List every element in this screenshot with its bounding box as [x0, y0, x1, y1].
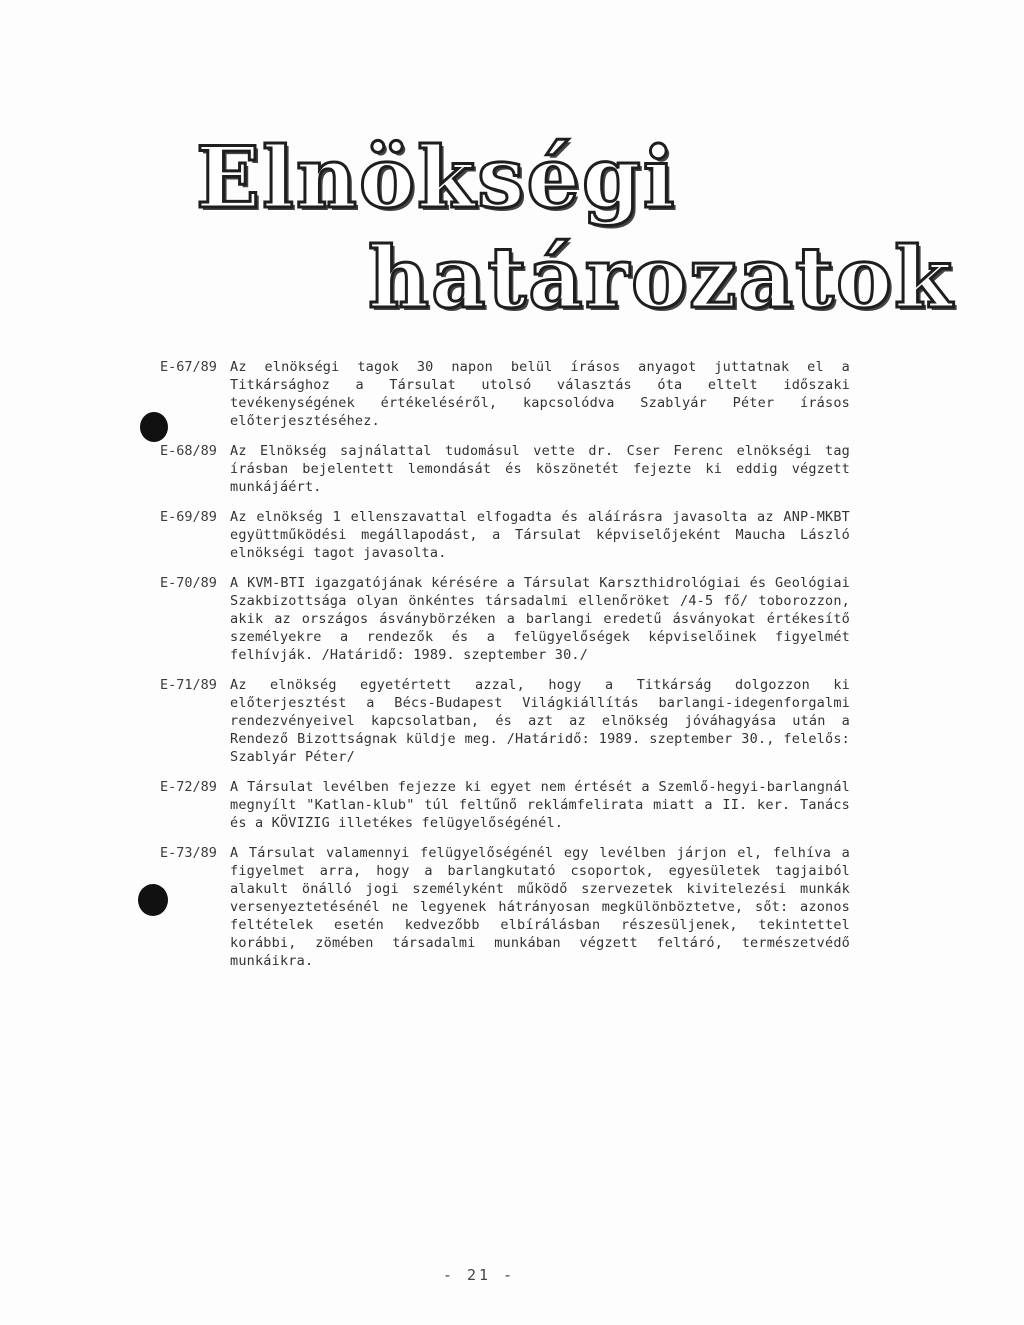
resolution-code: E-67/89: [160, 359, 217, 375]
page-number: - 21 -: [442, 1266, 516, 1284]
resolution-entry: [160, 358, 850, 430]
resolution-code: E-73/89: [160, 845, 217, 861]
resolution-entry: [160, 778, 850, 832]
resolution-text: A KVM-BTI igazgatójának kérésére a Társulat Karszthidrológiai és Geológiai Szakbizottsága olyan önkéntes társadalmi ellenőröket /4-5 fő/ toborozzon, akik az országos ásványbörzéken a barlangi eredetű ásványokat értékesítő személyekre a rendezők és a felügyelőségek képviselőinek figyelmét felhívják. /Határidő: 1989. szeptember 30./: [230, 575, 850, 663]
page-title-line-1: Elnökségi: [196, 128, 677, 227]
page-title-line-2: határozatok: [368, 228, 955, 327]
resolution-text: A Társulat levélben fejezze ki egyet nem értését a Szemlő-hegyi-barlangnál megnyílt "Katlan-klub" túl feltűnő reklámfelirata miatt a II. ker. Tanács és a KÖVIZIG illetékes felügyelőségénél.: [230, 779, 850, 831]
resolution-entry: [160, 574, 850, 664]
resolution-code: E-71/89: [160, 677, 217, 693]
resolution-list: [160, 358, 850, 982]
resolution-entry: [160, 676, 850, 766]
resolution-text: Az Elnökség sajnálattal tudomásul vette dr. Cser Ferenc elnökségi tag írásban bejelentett lemondását és köszönetét fejezte ki eddig végzett munkájáért.: [230, 443, 850, 495]
resolution-text: Az elnökség egyetértett azzal, hogy a Titkárság dolgozzon ki előterjesztést a Bécs-Budapest Világkiállítás barlangi-idegenforgalmi rendezvényeivel kapcsolatban, és azt az elnökség jóváhagyása után a Rendező Bizottságnak küldje meg. /Határidő: 1989. szeptember 30., felelős: Szablyár Péter/: [230, 677, 850, 765]
resolution-code: E-68/89: [160, 443, 217, 459]
resolution-code: E-72/89: [160, 779, 217, 795]
resolution-text: A Társulat valamennyi felügyelőségénél egy levélben járjon el, felhíva a figyelmet arra, hogy a barlangkutató csoportok, egyesületek tagjaiból alakult önálló jogi személyként működő szervezetek kivitelezési munkák versenyeztetésénél ne legyenek hátrányosan megkülönböztetve, sőt: azonos feltételek esetén kedvezőbb elbírálásban részesüljenek, tekintettel korábbi, zömében társadalmi munkában végzett feltáró, természetvédő munkáikra.: [230, 845, 850, 969]
resolution-code: E-69/89: [160, 509, 217, 525]
resolution-text: Az elnökség 1 ellenszavattal elfogadta és aláírásra javasolta az ANP-MKBT együttműködési megállapodást, a Társulat képviselőjeként Maucha László elnökségi tagot javasolta.: [230, 509, 850, 561]
resolution-entry: [160, 442, 850, 496]
resolution-entry: [160, 508, 850, 562]
resolution-code: E-70/89: [160, 575, 217, 591]
resolution-entry: [160, 844, 850, 970]
resolution-text: Az elnökségi tagok 30 napon belül írásos anyagot juttatnak el a Titkársághoz a Társulat utolsó választás óta eltelt időszaki tevékenységének értékeléséről, kapcsolódva Szablyár Péter írásos előterjesztéséhez.: [230, 359, 850, 429]
